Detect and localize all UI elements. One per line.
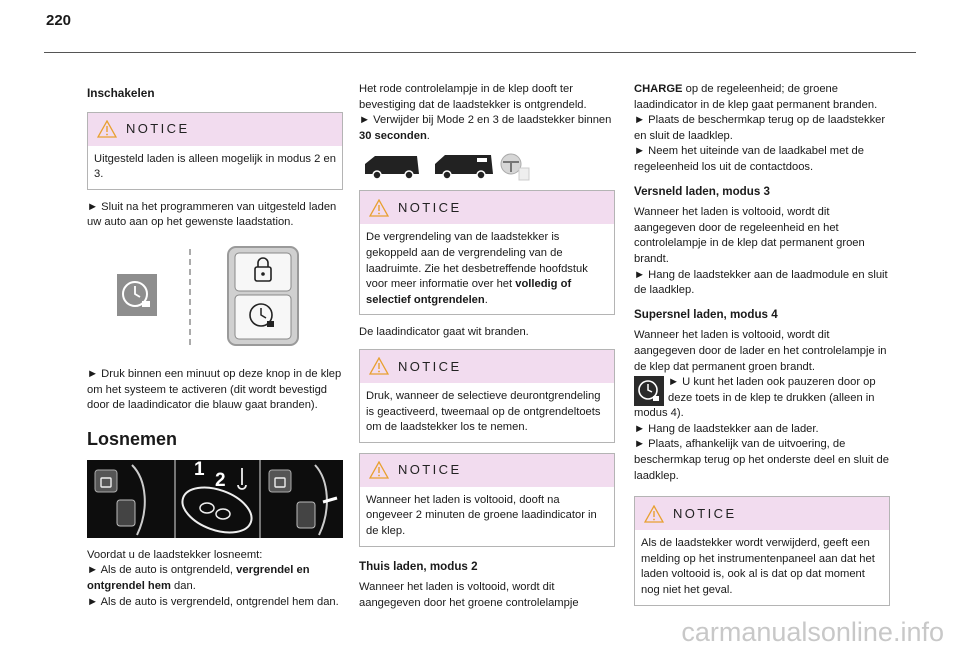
paragraph: ► Hang de laadstekker aan de lader. (634, 422, 819, 435)
heading-thuis-laden: Thuis laden, modus 2 (359, 559, 478, 573)
notice-header (635, 497, 889, 530)
paragraph: Wanneer het laden is voltooid, wordt dit aangegeven door de lader en het controlelampje in de klep dat permanent groen brandt. (634, 329, 887, 373)
notice-box-2 (359, 190, 615, 315)
heading-supersnel-laden: Supersnel laden, modus 4 (634, 307, 778, 321)
heading-versneld-laden: Versneld laden, modus 3 (634, 184, 770, 198)
warning-icon (369, 357, 389, 375)
paragraph: Wanneer het laden is voltooid, wordt dit aangegeven door het groene controlelampje (359, 581, 579, 609)
notice-title: NOTICE (398, 462, 462, 478)
notice-text: Als de laadstekker wordt verwijderd, geeft een melding op het instrumentenpaneel aan dat het laden voltooid is, ook al is dat op dat moment nog niet het geval. (641, 537, 875, 597)
heading-inschakelen: Inschakelen (87, 86, 155, 100)
paragraph: ► Verwijder bij Mode 2 en 3 de laadstekker binnen 30 seconden. (359, 114, 612, 142)
paragraph: ► Druk binnen een minuut op deze knop in de klep om het systeem te activeren (dit wordt bevestigd door de laadindicator die blauw gaat branden). (87, 367, 342, 412)
warning-icon (369, 461, 389, 479)
notice-title: NOTICE (398, 358, 462, 374)
paragraph: ► Hang de laadstekker aan de laadmodule en sluit de laadklep. (634, 268, 888, 297)
figure-label-2: 2 (215, 469, 226, 491)
page-number: 220 (46, 12, 72, 29)
notice-header (360, 191, 614, 224)
notice-text: Wanneer het laden is voltooid, dooft na ongeveer 2 minuten de groene laadindicator in de klep. (366, 493, 597, 537)
paragraph: ► Als de auto is ontgrendeld, vergrendel en ontgrendel hem dan. (87, 564, 310, 592)
paragraph: ► Sluit na het programmeren van uitgesteld laden uw auto aan op het gewenste laadstation. (87, 200, 337, 229)
notice-title: NOTICE (126, 121, 190, 137)
notice-title: NOTICE (673, 505, 737, 521)
paragraph: Wanneer het laden is voltooid, wordt dit aangegeven door de regeleenheid en het controlelampje in de klep dat permanent groen brandt. (634, 206, 865, 265)
notice-box-5 (634, 496, 890, 605)
paragraph: De laadindicator gaat wit branden. (359, 326, 529, 339)
notice-box-4 (359, 453, 615, 547)
figure-label-1: 1 (194, 458, 205, 480)
warning-icon (369, 199, 389, 217)
paragraph: Het rode controlelampje in de klep dooft ter bevestiging dat de laadstekker is ontgrendeld. (359, 83, 587, 111)
heading-losnemen: Losnemen (87, 428, 178, 449)
charge-clock-icon (634, 376, 664, 406)
column-1 (87, 82, 343, 616)
van-icons (359, 150, 539, 182)
column-2 (359, 82, 615, 617)
notice-title: NOTICE (398, 200, 462, 216)
notice-box-1 (87, 112, 343, 190)
charge-button-figure (87, 237, 343, 355)
paragraph: ► U kunt het laden ook pauzeren door op deze toets in de klep te drukken (alleen in modus 4). (634, 376, 876, 420)
notice-header (360, 350, 614, 383)
column-3 (634, 82, 890, 616)
unlock-figure (87, 460, 343, 538)
paragraph: ► Plaats, afhankelijk van de uitvoering, de beschermkap terug op het onderste deel en sluit de laadklep. (634, 438, 889, 482)
notice-header (360, 454, 614, 487)
notice-box-3 (359, 349, 615, 443)
header-rule (44, 52, 916, 53)
charge-button-illustration (87, 237, 343, 355)
warning-icon (97, 120, 117, 138)
warning-icon (644, 505, 664, 523)
paragraph: ► Als de auto is vergrendeld, ontgrendel hem dan. (87, 595, 339, 608)
notice-text: Druk, wanneer de selectieve deurontgrendeling is geactiveerd, tweemaal op de ontgrendeltoets om de laadstekker los te nemen. (366, 389, 601, 434)
vehicle-icons (359, 150, 615, 182)
paragraph: ► Plaats de beschermkap terug op de laadstekker en sluit de laadklep. (634, 114, 886, 142)
notice-text: De vergrendeling van de laadstekker is gekoppeld aan de vergrendeling van de laadruimte. Zie het desbetreffende hoofdstuk voor meer informatie over het volledig of selectief ontgrendelen. (366, 231, 588, 306)
paragraph: ► Neem het uiteinde van de laadkabel met de regeleenheid los uit de contactdoos. (634, 145, 864, 173)
paragraph: Voordat u de laadstekker losneemt: (87, 548, 263, 561)
paragraph: CHARGE op de regeleenheid; de groene laadindicator in de klep gaat permanent branden. (634, 83, 878, 111)
notice-text: Uitgesteld laden is alleen mogelijk in modus 2 en 3. (94, 152, 336, 181)
watermark: carmanualsonline.info (681, 617, 944, 647)
notice-header (88, 113, 342, 146)
